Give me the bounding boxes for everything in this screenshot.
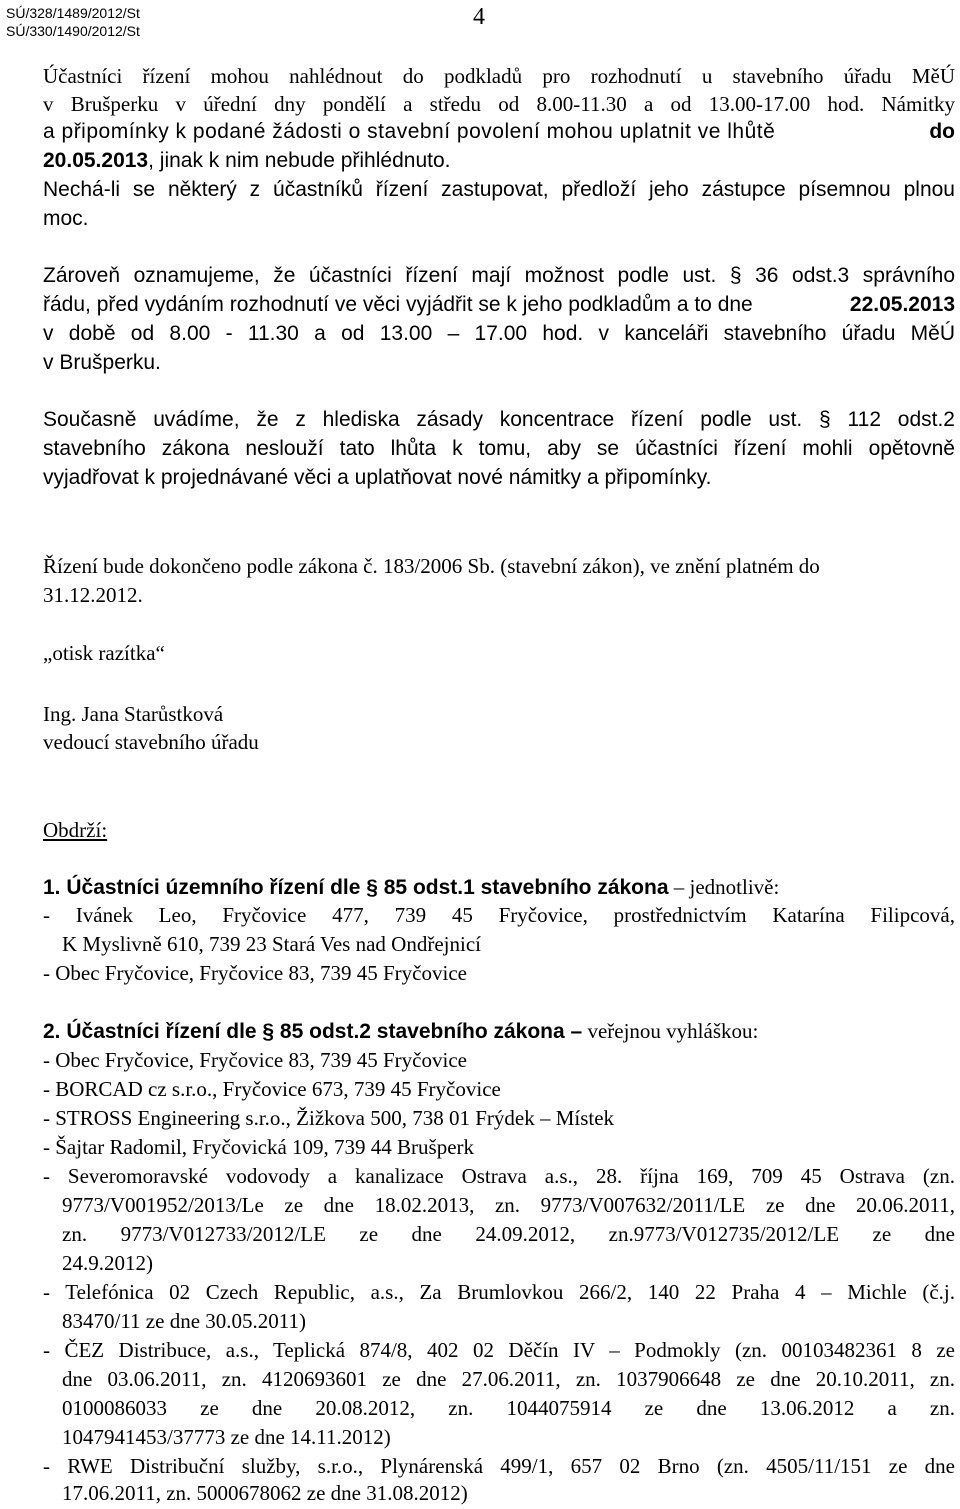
recipient-item: - Telefónica 02 Czech Republic, a.s., Za Brumlovkou 266/2, 140 22 Praha 4 – Michle (č.j. — [43, 1280, 955, 1304]
recipient-item: K Myslivně 610, 739 23 Stará Ves nad Ondřejnicí — [62, 932, 481, 956]
recipient-item: - Obec Fryčovice, Fryčovice 83, 739 45 Fryčovice — [43, 1048, 467, 1072]
recipient-group-heading — [43, 1017, 955, 1046]
paragraph-line: v Brušperku v úřední dny pondělí a středu od 8.00-11.30 a od 13.00-17.00 hod. Námitky — [43, 92, 955, 116]
paragraph-line: Zároveň oznamujeme, že účastníci řízení mají možnost podle ust. § 36 odst.3 správního — [43, 264, 955, 287]
paragraph-line: moc. — [43, 207, 89, 230]
paragraph-line: 31.12.2012. — [43, 583, 143, 607]
paragraph-line: stavebního zákona neslouží tato lhůta k tomu, aby se účastníci řízení mohli opětovně — [43, 437, 955, 460]
paragraph-text: , jinak k nim nebude přihlédnuto. — [148, 149, 451, 172]
recipient-item: - BORCAD cz s.r.o., Fryčovice 673, 739 45 Fryčovice — [43, 1077, 501, 1101]
page-number: 4 — [473, 4, 485, 30]
group-method: veřejnou vyhláškou: — [582, 1019, 759, 1043]
stamp-placeholder: „otisk razítka“ — [43, 641, 165, 665]
group-method: – jednotlivě: — [668, 875, 780, 899]
recipient-item-continuation: 0100086033 ze dne 20.08.2012, zn. 1044075914 ze dne 13.06.2012 a zn. — [62, 1396, 955, 1420]
paragraph-line: Současně uvádíme, že z hlediska zásady koncentrace řízení podle ust. § 112 odst.2 — [43, 408, 955, 431]
paragraph-line — [43, 147, 955, 175]
signatory-role: vedoucí stavebního úřadu — [43, 730, 259, 754]
paragraph-line: vyjadřovat k projednávané věci a uplatňovat nové námitky a připomínky. — [43, 466, 712, 489]
recipient-item: - Severomoravské vodovody a kanalizace Ostrava a.s., 28. října 169, 709 45 Ostrava (zn. — [43, 1164, 955, 1188]
recipient-item-continuation: 24.9.2012) — [62, 1251, 153, 1275]
recipient-item-continuation: 17.06.2011, zn. 5000678062 ze dne 31.08.2012) — [62, 1481, 468, 1505]
reference-number-2: SÚ/330/1490/2012/St — [6, 23, 140, 39]
recipient-item-continuation: 1047941453/37773 ze dne 14.11.2012) — [62, 1425, 391, 1449]
paragraph-line: v Brušperku. — [43, 351, 161, 374]
deadline-date: 20.05.2013 — [43, 149, 149, 172]
signatory-name: Ing. Jana Starůstková — [43, 702, 224, 726]
recipient-item-continuation: dne 03.06.2011, zn. 4120693601 ze dne 27.06.2011, zn. 1037906648 ze dne 20.10.2011, zn. — [62, 1367, 955, 1391]
hearing-date: 22.05.2013 — [849, 293, 955, 316]
recipient-item: - Šajtar Radomil, Fryčovická 109, 739 44 Brušperk — [43, 1135, 475, 1159]
paragraph-text: a připomínky k podané žádosti o stavební povolení mohou uplatnit ve lhůtě — [43, 120, 776, 143]
group-title: 2. Účastníci řízení dle § 85 odst.2 stavebního zákona – — [43, 1020, 583, 1043]
recipient-item-continuation: 83470/11 ze dne 30.05.2011) — [62, 1309, 306, 1333]
recipient-item: - STROSS Engineering s.r.o., Žižkova 500, 738 01 Frýdek – Místek — [43, 1106, 615, 1130]
paragraph-text: řádu, před vydáním rozhodnutí ve věci vyjádřit se k jeho podkladům a to dne — [43, 293, 753, 316]
group-title: 1. Účastníci územního řízení dle § 85 odst.1 stavebního zákona — [43, 876, 669, 899]
recipient-group-heading — [43, 873, 955, 902]
recipient-item: - Ivánek Leo, Fryčovice 477, 739 45 Fryčovice, prostřednictvím Katarína Filipcová, — [43, 903, 955, 927]
document-reference — [6, 4, 140, 40]
recipient-item: - Obec Fryčovice, Fryčovice 83, 739 45 Fryčovice — [43, 961, 467, 985]
recipient-item-continuation: 9773/V001952/2013/Le ze dne 18.02.2013, zn. 9773/V007632/2011/LE ze dne 20.06.2011, — [62, 1193, 955, 1217]
paragraph-line: Účastníci řízení mohou nahlédnout do podkladů pro rozhodnutí u stavebního úřadu MěÚ — [43, 64, 955, 88]
paragraph-line — [43, 291, 955, 319]
paragraph-line: Řízení bude dokončeno podle zákona č. 183/2006 Sb. (stavební zákon), ve znění platném do — [43, 554, 820, 578]
paragraph-line — [43, 118, 955, 146]
reference-number-1: SÚ/328/1489/2012/St — [6, 5, 140, 21]
paragraph-line: v době od 8.00 - 11.30 a od 13.00 – 17.00 hod. v kanceláři stavebního úřadu MěÚ — [43, 322, 955, 345]
recipient-item: - ČEZ Distribuce, a.s., Teplická 874/8, 402 02 Děčín IV – Podmokly (zn. 00103482361 8 ze — [43, 1338, 955, 1362]
recipients-heading: Obdrží: — [43, 818, 108, 842]
paragraph-line: Nechá-li se některý z účastníků řízení zastupovat, předloží jeho zástupce písemnou plnou — [43, 178, 955, 201]
deadline-word: do — [929, 120, 955, 143]
recipient-item: - RWE Distribuční služby, s.r.o., Plynárenská 499/1, 657 02 Brno (zn. 4505/11/151 ze dne — [43, 1454, 955, 1478]
recipient-item-continuation: zn. 9773/V012733/2012/LE ze dne 24.09.2012, zn.9773/V012735/2012/LE ze dne — [62, 1222, 955, 1246]
